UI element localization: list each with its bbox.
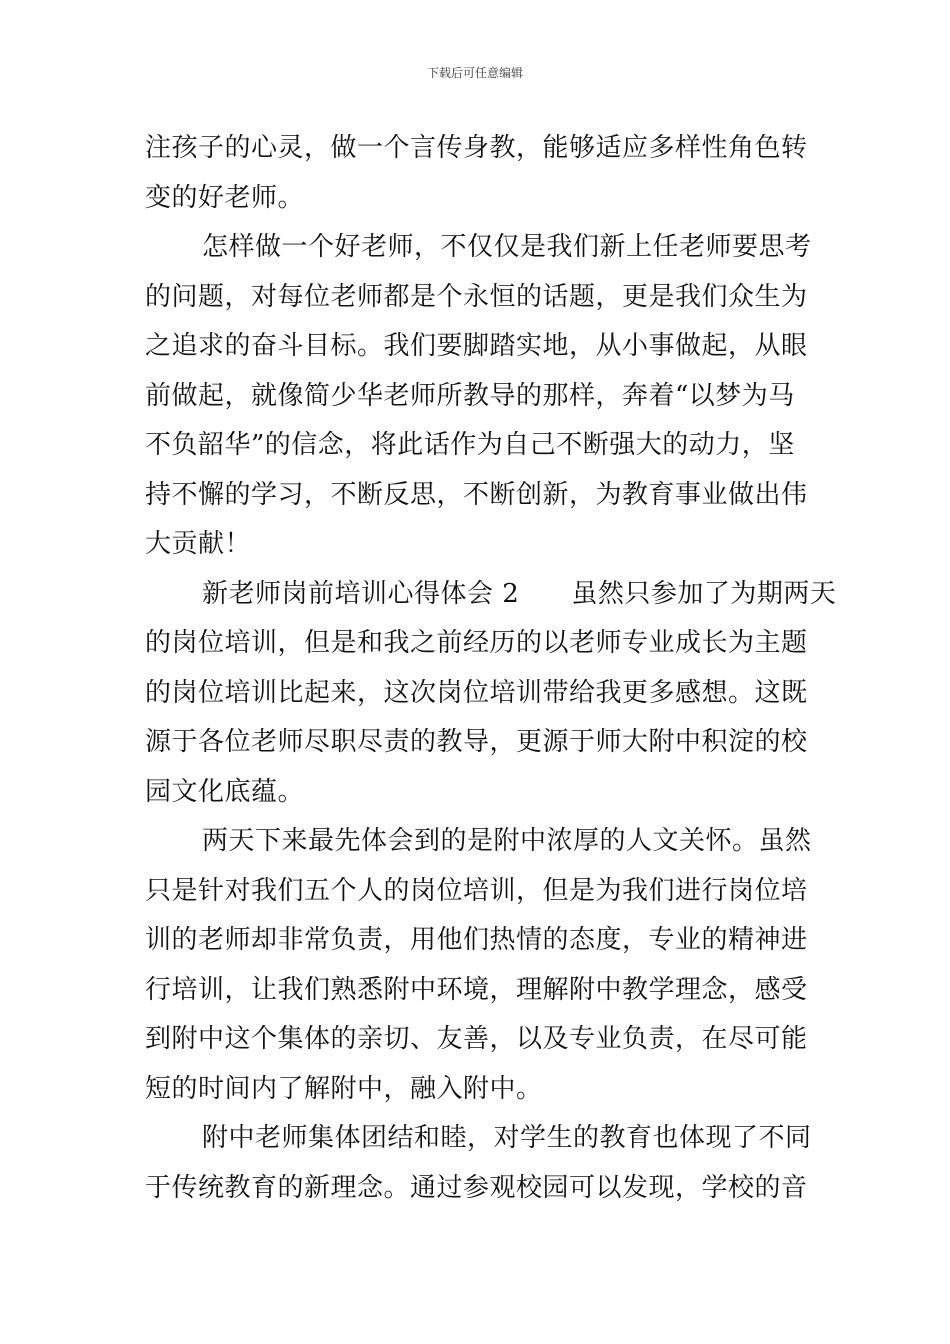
paragraph-line: 短的时间内了解附中，融入附中。 [145, 1073, 543, 1104]
section-heading: 新老师岗前培训心得体会 2 [202, 578, 520, 609]
paragraph-line: 训的老师却非常负责，用他们热情的态度，专业的精神进 [145, 925, 808, 955]
paragraph-line: 怎样做一个好老师，不仅仅是我们新上任老师要思考 [202, 232, 812, 262]
paragraph-line: 前做起，就像简少华老师所教导的那样，奔着“以梦为马 [145, 380, 795, 411]
document-body [145, 124, 837, 1213]
paragraph-line: 的岗位培训比起来，这次岗位培训带给我更多感想。这既 [145, 677, 808, 708]
page-header: 下载后可任意编辑 [426, 66, 523, 80]
paragraph-line: 变的好老师。 [145, 182, 305, 213]
paragraph-line: 到附中这个集体的亲切、友善，以及专业负责，在尽可能 [145, 1024, 808, 1054]
section-heading-line [145, 570, 837, 620]
paragraph-line: 持不懈的学习，不断反思，不断创新，为教育事业做出伟 [145, 479, 808, 510]
paragraph-line: 的问题，对每位老师都是个永恒的话题，更是我们众生为 [145, 281, 808, 312]
paragraph-line: 不负韶华”的信念，将此话作为自己不断强大的动力，坚 [145, 430, 795, 460]
paragraph-line: 两天下来最先体会到的是附中浓厚的人文关怀。虽然 [202, 826, 812, 856]
paragraph-line: 园文化底蕴。 [145, 776, 305, 807]
paragraph-line: 行培训，让我们熟悉附中环境，理解附中教学理念，感受 [145, 974, 808, 1005]
paragraph-line: 之追求的奋斗目标。我们要脚踏实地，从小事做起，从眼 [145, 331, 808, 361]
paragraph-line: 附中老师集体团结和睦，对学生的教育也体现了不同 [202, 1123, 812, 1153]
paragraph-line: 源于各位老师尽职尽责的教导，更源于师大附中积淀的校 [145, 727, 808, 757]
paragraph-line: 注孩子的心灵，做一个言传身教，能够适应多样性角色转 [145, 133, 808, 163]
paragraph-line: 于传统教育的新理念。通过参观校园可以发现，学校的音 [145, 1172, 808, 1203]
paragraph-line: 大贡献！ [145, 529, 252, 559]
paragraph-line: 的岗位培训，但是和我之前经历的以老师专业成长为主题 [145, 628, 808, 658]
paragraph-line: 只是针对我们五个人的岗位培训，但是为我们进行岗位培 [145, 875, 808, 906]
section-heading-continuation: 虽然只参加了为期两天 [571, 578, 837, 609]
